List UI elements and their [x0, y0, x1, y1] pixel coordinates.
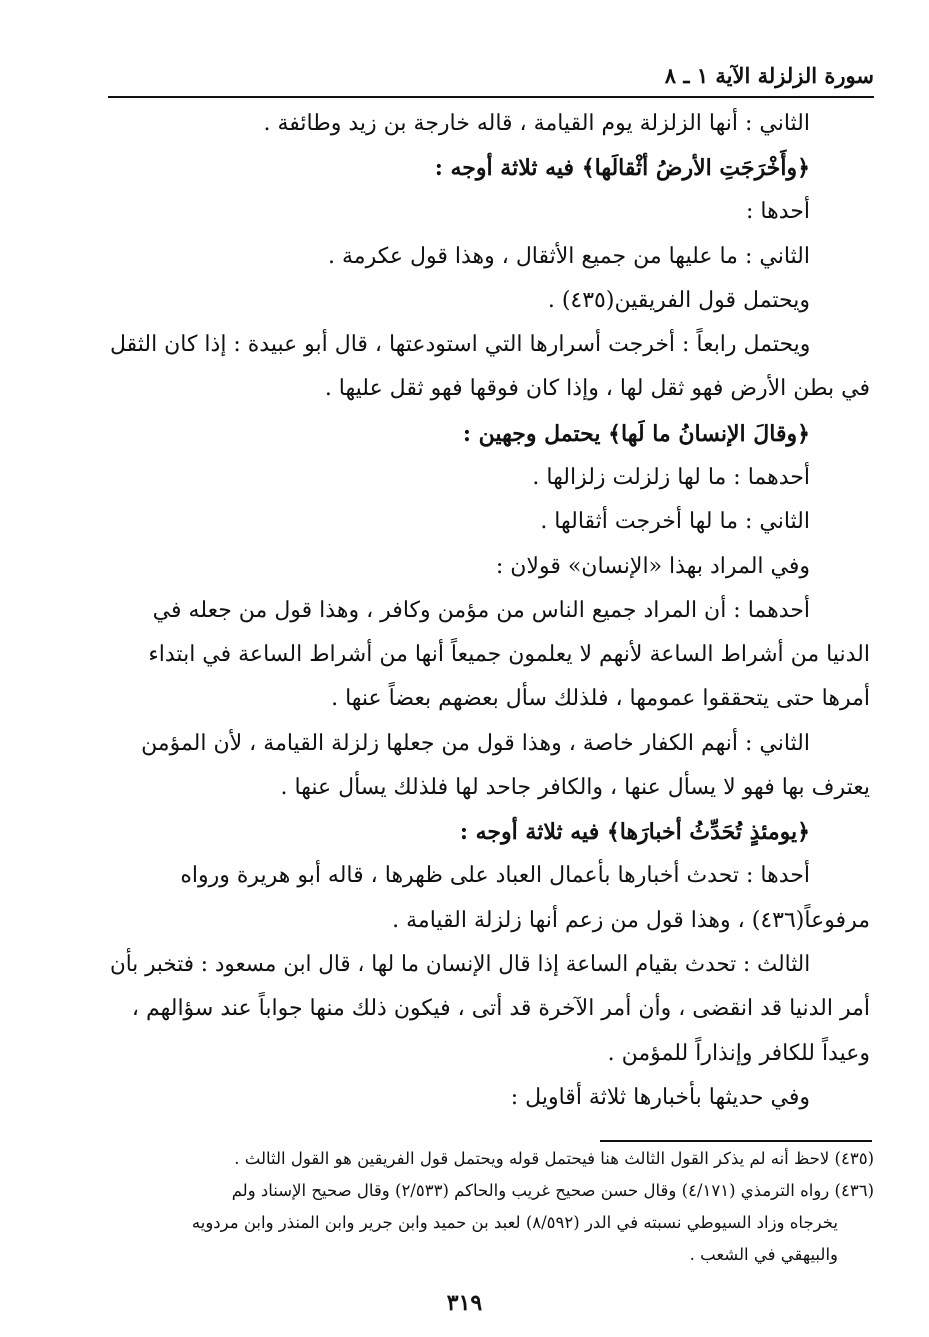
footnote-line: والبيهقي في الشعب . [689, 1245, 838, 1264]
verse-line: ﴿وقالَ الإنسانُ ما لَها﴾ يحتمل وجهين : [462, 421, 810, 447]
footnote-line: (٤٣٦) رواه الترمذي (٤/١٧١) وقال حسن صحيح غريب والحاكم (٢/٥٣٣) وقال صحيح الإسناد ولم [231, 1181, 874, 1200]
running-header [108, 52, 874, 98]
text-line: يعترف بها فهو لا يسأل عنها ، والكافر جاحد لها فلذلك يسأل عنها . [280, 775, 870, 800]
footnote-divider [600, 1140, 872, 1142]
page-number: ٣١٩ [446, 1290, 483, 1316]
text-line: وفي المراد بهذا «الإنسان» قولان : [495, 554, 810, 579]
text-line: في بطن الأرض فهو ثقل لها ، وإذا كان فوقها فهو ثقل عليها . [324, 376, 870, 401]
text-line: الثاني : أنهم الكفار خاصة ، وهذا قول من جعلها زلزلة القيامة ، لأن المؤمن [141, 731, 810, 756]
footnote-line: يخرجاه وزاد السيوطي نسبته في الدر (٨/٥٩٢) لعبد بن حميد وابن جرير وابن المنذر وابن مردويه [191, 1213, 838, 1232]
text-line: أحدهما : ما لها زلزلت زلزالها . [532, 465, 810, 490]
text-line: ويحتمل رابعاً : أخرجت أسرارها التي استودعتها ، قال أبو عبيدة : إذا كان الثقل [109, 332, 810, 357]
text-line: الدنيا من أشراط الساعة لأنهم لا يعلمون جميعاً أنها من أشراط الساعة في ابتداء [148, 642, 870, 667]
text-line: ويحتمل قول الفريقين(٤٣٥) . [547, 288, 810, 313]
text-line: أحدها : تحدث أخبارها بأعمال العباد على ظهرها ، قاله أبو هريرة ورواه [180, 863, 810, 888]
verse-line: ﴿وأَخْرَجَتِ الأرضُ أثْقالَها﴾ فيه ثلاثة أوجه : [434, 155, 810, 181]
verse-line: ﴿يومئذٍ تُحَدِّثُ أخبارَها﴾ فيه ثلاثة أوجه : [459, 819, 810, 845]
text-line: أمرها حتى يتحققوا عمومها ، فلذلك سأل بعضهم بعضاً عنها . [331, 686, 870, 711]
text-line: أحدها : [746, 199, 810, 224]
text-line: وفي حديثها بأخبارها ثلاثة أقاويل : [510, 1085, 810, 1110]
header-title: سورة الزلزلة الآية ١ ـ ٨ [664, 63, 874, 88]
text-line: الثالث : تحدث بقيام الساعة إذا قال الإنسان ما لها ، قال ابن مسعود : فتخبر بأن [109, 952, 810, 977]
text-line: الثاني : ما لها أخرجت أثقالها . [540, 509, 810, 534]
text-line: أمر الدنيا قد انقضى ، وأن أمر الآخرة قد أتى ، فيكون ذلك منها جواباً عند سؤالهم ، [131, 996, 870, 1021]
text-line: مرفوعاً(٤٣٦) ، وهذا قول من زعم أنها زلزلة القيامة . [392, 908, 870, 933]
text-line: أحدهما : أن المراد جميع الناس من مؤمن وكافر ، وهذا قول من جعله في [152, 598, 810, 623]
text-line: وعيداً للكافر وإنذاراً للمؤمن . [607, 1041, 870, 1066]
footnote-line: (٤٣٥) لاحظ أنه لم يذكر القول الثالث هنا فيحتمل قوله ويحتمل قول الفريقين هو القول الثالث . [234, 1149, 874, 1168]
text-line: الثاني : ما عليها من جميع الأثقال ، وهذا قول عكرمة . [328, 244, 810, 269]
text-line: الثاني : أنها الزلزلة يوم القيامة ، قاله خارجة بن زيد وطائفة . [263, 111, 810, 136]
